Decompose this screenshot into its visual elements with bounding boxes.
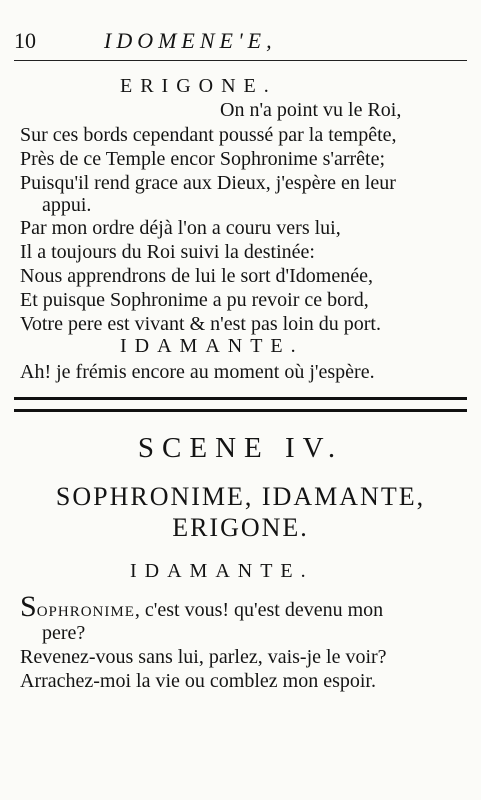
- scene-heading: SCENE IV.: [137, 432, 344, 464]
- verse-line: Sur ces bords cependant poussé par la tempête,: [20, 124, 397, 146]
- verse-line: Et puisque Sophronime a pu revoir ce bord,: [20, 289, 369, 311]
- verse-line-first: [20, 590, 383, 624]
- verse-line: Votre pere est vivant & n'est pas loin du port.: [20, 313, 381, 335]
- scene-cast-line: ERIGONE.: [172, 513, 309, 542]
- verse-line: On n'a point vu le Roi,: [220, 99, 402, 121]
- small-caps-name: OPHRONIME: [36, 604, 135, 620]
- running-title: IDOMENE'E,: [104, 28, 277, 53]
- verse-line: Puisqu'il rend grace aux Dieux, j'espère en leur: [20, 172, 396, 194]
- speaker-erigone: ERIGONE.: [120, 75, 277, 97]
- header-rule: [14, 60, 467, 61]
- verse-line: Arrachez-moi la vie ou comblez mon espoir.: [20, 670, 376, 692]
- page-number: 10: [14, 28, 36, 53]
- verse-line: appui.: [42, 194, 92, 216]
- verse-line: Près de ce Temple encor Sophronime s'arrête;: [20, 148, 386, 170]
- verse-line-rest: , c'est vous! qu'est devenu mon: [134, 599, 384, 621]
- speaker-idamante: IDAMANTE.: [130, 560, 314, 582]
- running-header: [14, 28, 467, 58]
- verse-line: pere?: [42, 622, 86, 644]
- verse-line: Il a toujours du Roi suivi la destinée:: [20, 241, 315, 263]
- verse-line: Nous apprendrons de lui le sort d'Idomenée,: [20, 265, 373, 287]
- drop-capital: S: [20, 590, 37, 623]
- scene-cast-line: SOPHRONIME, IDAMANTE,: [55, 482, 426, 511]
- verse-line: Par mon ordre déjà l'on a couru vers lui,: [20, 217, 341, 239]
- speaker-idamante: IDAMANTE.: [120, 335, 304, 357]
- verse-line: Revenez-vous sans lui, parlez, vais-je le voir?: [20, 646, 387, 668]
- verse-line: Ah! je frémis encore au moment où j'espère.: [20, 361, 375, 383]
- scene-divider-band: [14, 397, 467, 412]
